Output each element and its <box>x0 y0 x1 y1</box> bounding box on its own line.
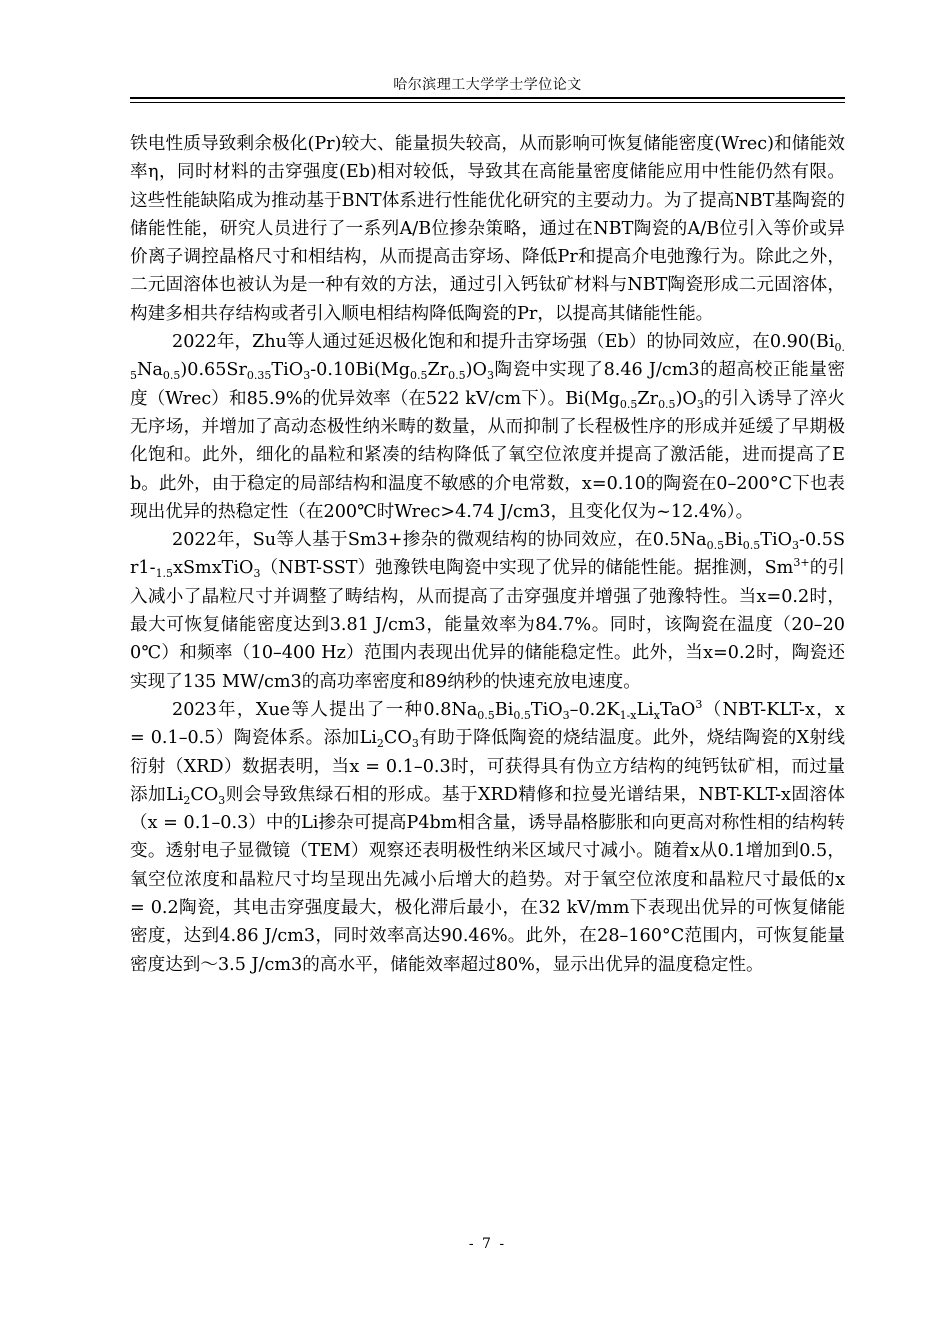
subscript: 0.5 <box>130 341 845 383</box>
text-run: TiO <box>530 699 563 720</box>
subscript: 0.5 <box>162 369 181 383</box>
text-run: 2022年，Zhu等人通过延迟极化饱和和提升击穿场强（Eb）的协同效应，在0.90(Bi <box>172 332 835 353</box>
subscript: 3 <box>253 567 261 581</box>
paragraph-1 <box>130 130 845 328</box>
text-run: 2022年，Su等人基于Sm3+掺杂的微观结构的协同效应，在0.5Na <box>172 530 707 551</box>
text-run: Zr <box>427 360 449 381</box>
text-run: -0.10Bi(Mg <box>310 360 411 381</box>
subscript: 3 <box>792 539 800 553</box>
text-run: 2023年，Xue等人提出了一种0.8Na <box>172 699 478 720</box>
paragraph-4 <box>130 696 845 979</box>
subscript: x <box>653 708 661 722</box>
text-run: 的引入减小了晶粒尺寸并调整了畴结构，从而提高了击穿强度并增强了弛豫特性。当x=0.2时，最大可恢复储能密度达到3.81 J/cm3，能量效率为84.7%。同时，该陶瓷在温度（20–200℃）和频率（10–400 Hz）范围内表现出优异的储能稳定性。此外，当x=0.2时，陶瓷还实现了135 MW/cm3的高功率密度和89纳秒的快速充放电速度。 <box>130 558 845 692</box>
body-text <box>130 130 845 979</box>
text-run: 则会导致焦绿石相的形成。基于XRD精修和拉曼光谱结果，NBT-KLT-x固溶体（x = 0.1–0.3）中的Li掺杂可提高P4bm相含量，诱导晶格膨胀和向更高对称性相的结构转变。透射电子显微镜（TEM）观察还表明极性纳米区域尺寸减小。随着x从0.1增加到0.5，氧空位浓度和晶粒尺寸均呈现出先减小后增大的趋势。对于氧空位浓度和晶粒尺寸最低的x = 0.2陶瓷，其电击穿强度最大，极化滞后最小，在32 kV/mm下表现出优异的可恢复储能密度，达到4.86 J/cm3，同时效率高达90.46%。此外，在28–160°C范围内，可恢复能量密度达到～3.5 J/cm3的高水平，储能效率超过80%，显示出优异的温度稳定性。 <box>130 784 846 975</box>
text-run: 有助于降低陶瓷的烧结温度。此外，烧结陶瓷的X射线衍射（XRD）数据表明，当x = 0.1–0.3时，可获得具有伪立方结构的纯钙钛矿相，而过量添加Li <box>130 728 846 805</box>
text-run: –0.2K <box>569 699 620 720</box>
subscript: 3 <box>562 708 570 722</box>
text-run: （NBT-KLT-x，x = 0.1–0.5）陶瓷体系。添加Li <box>130 699 845 749</box>
text-run: 的引入诱导了淬火无序场，并增加了高动态极性纳米畴的数量，从而抑制了长程极性序的形成并延缓了早期极化饱和。此外，细化的晶粒和紧凑的结构降低了氧空位浓度并提高了激活能，进而提高了Eb。此外，由于稳定的局部结构和温度不敏感的介电常数，x=0.10的陶瓷在0–200°C下也表现出优异的热稳定性（在200℃时Wrec>4.74 J/cm3，且变化仅为~12.4%）。 <box>130 388 845 522</box>
text-run: 铁电性质导致剩余极化(Pr)较大、能量损失较高，从而影响可恢复储能密度(Wrec)和储能效率η，同时材料的击穿强度(Eb)相对较低，导致其在高能量密度储能应用中性能仍然有限。这些性能缺陷成为推动基于BNT体系进行性能优化研究的主要动力。为了提高NBT基陶瓷的储能性能，研究人员进行了一系列A/B位掺杂策略，通过在NBT陶瓷的A/B位引入等价或异价离子调控晶格尺寸和相结构，从而提高击穿场、降低Pr和提高介电弛豫行为。除此之外，二元固溶体也被认为是一种有效的方法，通过引入钙钛矿材料与NBT陶瓷形成二元固溶体，构建多相共存结构或者引入顺电相结构降低陶瓷的Pr，以提高其储能性能。 <box>130 134 845 324</box>
text-run: Bi <box>494 699 514 720</box>
subscript: 0.5 <box>619 397 638 411</box>
page-number: - 7 - <box>468 1236 507 1252</box>
subscript: 3 <box>218 793 226 807</box>
text-run: )0.65Sr <box>180 360 247 381</box>
paragraph-2 <box>130 328 845 526</box>
text-run: )O <box>675 388 697 409</box>
text-run: 陶瓷中实现了8.46 J/cm3的超高校正能量密度（Wrec）和85.9%的优异效率（在522 kV/cm下）。Bi(Mg <box>130 360 845 409</box>
text-run: Zr <box>637 388 659 409</box>
text-run: CO <box>383 728 412 749</box>
subscript: 0.5 <box>410 369 428 383</box>
subscript: 3 <box>486 369 494 383</box>
subscript: 1.5 <box>155 567 174 581</box>
subscript: 0.5 <box>742 539 761 553</box>
text-run: Na <box>137 360 163 381</box>
text-run: （NBT-SST）弛豫铁电陶瓷中实现了优异的储能性能。据推测，Sm <box>260 558 794 579</box>
subscript: 2 <box>183 793 191 807</box>
text-run: Li <box>636 699 654 720</box>
subscript: 1-x <box>619 708 637 722</box>
text-run: TaO <box>660 699 696 720</box>
text-run: TiO <box>760 530 793 551</box>
text-run: CO <box>190 784 219 805</box>
subscript: 3 <box>696 397 704 411</box>
subscript: 3 <box>411 737 419 751</box>
subscript: 0.5 <box>477 708 495 722</box>
superscript: 3 <box>695 697 703 711</box>
superscript: 3+ <box>793 556 810 570</box>
subscript: 0.5 <box>448 369 466 383</box>
subscript: 0.5 <box>658 397 676 411</box>
subscript: 2 <box>376 737 384 751</box>
paragraph-3 <box>130 526 845 696</box>
text-run: xSmxTiO <box>173 558 254 579</box>
subscript: 0.35 <box>246 369 272 383</box>
text-run: )O <box>465 360 487 381</box>
text-run: -0.5Sr1- <box>130 530 845 579</box>
running-header: 哈尔滨理工大学学士学位论文 <box>393 77 582 93</box>
text-run: Bi <box>724 530 743 551</box>
subscript: 3 <box>303 369 311 383</box>
subscript: 0.5 <box>513 708 531 722</box>
header-rule-thick <box>130 97 845 99</box>
header-rule-thin <box>130 102 845 103</box>
text-run: TiO <box>271 360 304 381</box>
subscript: 0.5 <box>706 539 725 553</box>
